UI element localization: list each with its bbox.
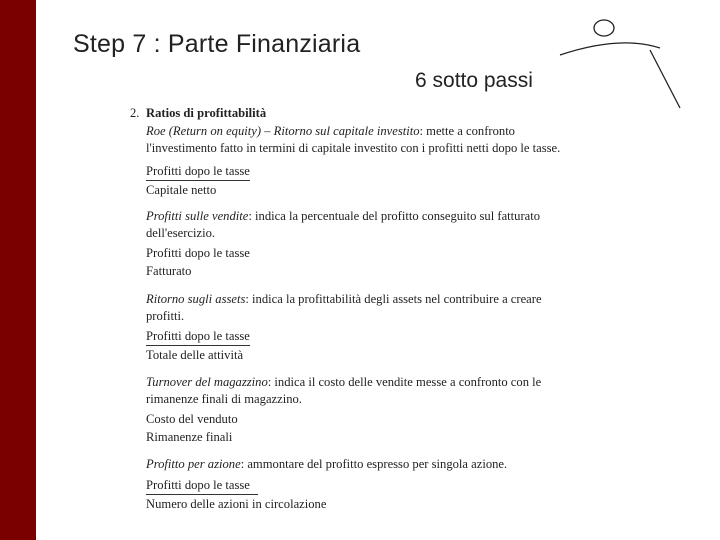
ratio-term: Profitto per azione (146, 457, 241, 471)
ratio-description (146, 291, 566, 325)
formula-denominator: Totale delle attività (146, 348, 244, 362)
ratio-description (146, 208, 566, 242)
ratio-term: Turnover del magazzino (146, 375, 268, 389)
ratio-term: Roe (Return on equity) – Ritorno sul capitale investito (146, 124, 420, 138)
ratio-formula (146, 412, 238, 445)
ratio-text: : ammontare del profitto espresso per singola azione. (240, 457, 508, 471)
formula-numerator: Costo del venduto (146, 412, 238, 426)
ratio-text: : indica la profittabilità degli assets nel contribuire a creare profitti. (146, 292, 542, 323)
ratio-term: Profitti sulle vendite (146, 209, 249, 223)
formula-denominator: Fatturato (146, 264, 192, 278)
formula-numerator: Profitti dopo le tasse (146, 164, 250, 181)
ratio-text: : indica il costo delle vendite messe a confronto con le rimanenze finali di magazzino. (146, 375, 542, 406)
ratio-description (146, 457, 507, 472)
formula-denominator: Numero delle azioni in circolazione (146, 497, 327, 511)
ratio-formula (146, 329, 250, 363)
ratio-text: : indica la percentuale del profitto conseguito sul fatturato dell'esercizio. (146, 209, 541, 240)
ratio-formula (146, 164, 250, 198)
ratio-description (146, 123, 566, 157)
formula-denominator: Rimanenze finali (146, 430, 233, 444)
formula-numerator: Profitti dopo le tasse (146, 329, 250, 346)
section-heading (130, 106, 266, 121)
ratio-text: : mette a confronto l'investimento fatto in termini di capitale investito con i profitti netti dopo le tasse. (146, 124, 561, 155)
ratio-formula (146, 478, 326, 512)
section-heading-text: Ratios di profittabilità (146, 106, 267, 120)
ratio-description (146, 374, 566, 408)
formula-numerator: Profitti dopo le tasse (146, 478, 258, 495)
decorative-circle-lines-icon (550, 10, 710, 120)
ratio-term: Ritorno sugli assets (146, 292, 246, 306)
slide-subtitle: 6 sotto passi (415, 69, 533, 92)
slide-title: Step 7 : Parte Finanziaria (73, 30, 361, 58)
ratio-formula (146, 246, 250, 279)
section-number: 2. (130, 106, 140, 120)
formula-numerator: Profitti dopo le tasse (146, 246, 250, 260)
formula-denominator: Capitale netto (146, 183, 217, 197)
left-accent-bar (0, 0, 36, 540)
